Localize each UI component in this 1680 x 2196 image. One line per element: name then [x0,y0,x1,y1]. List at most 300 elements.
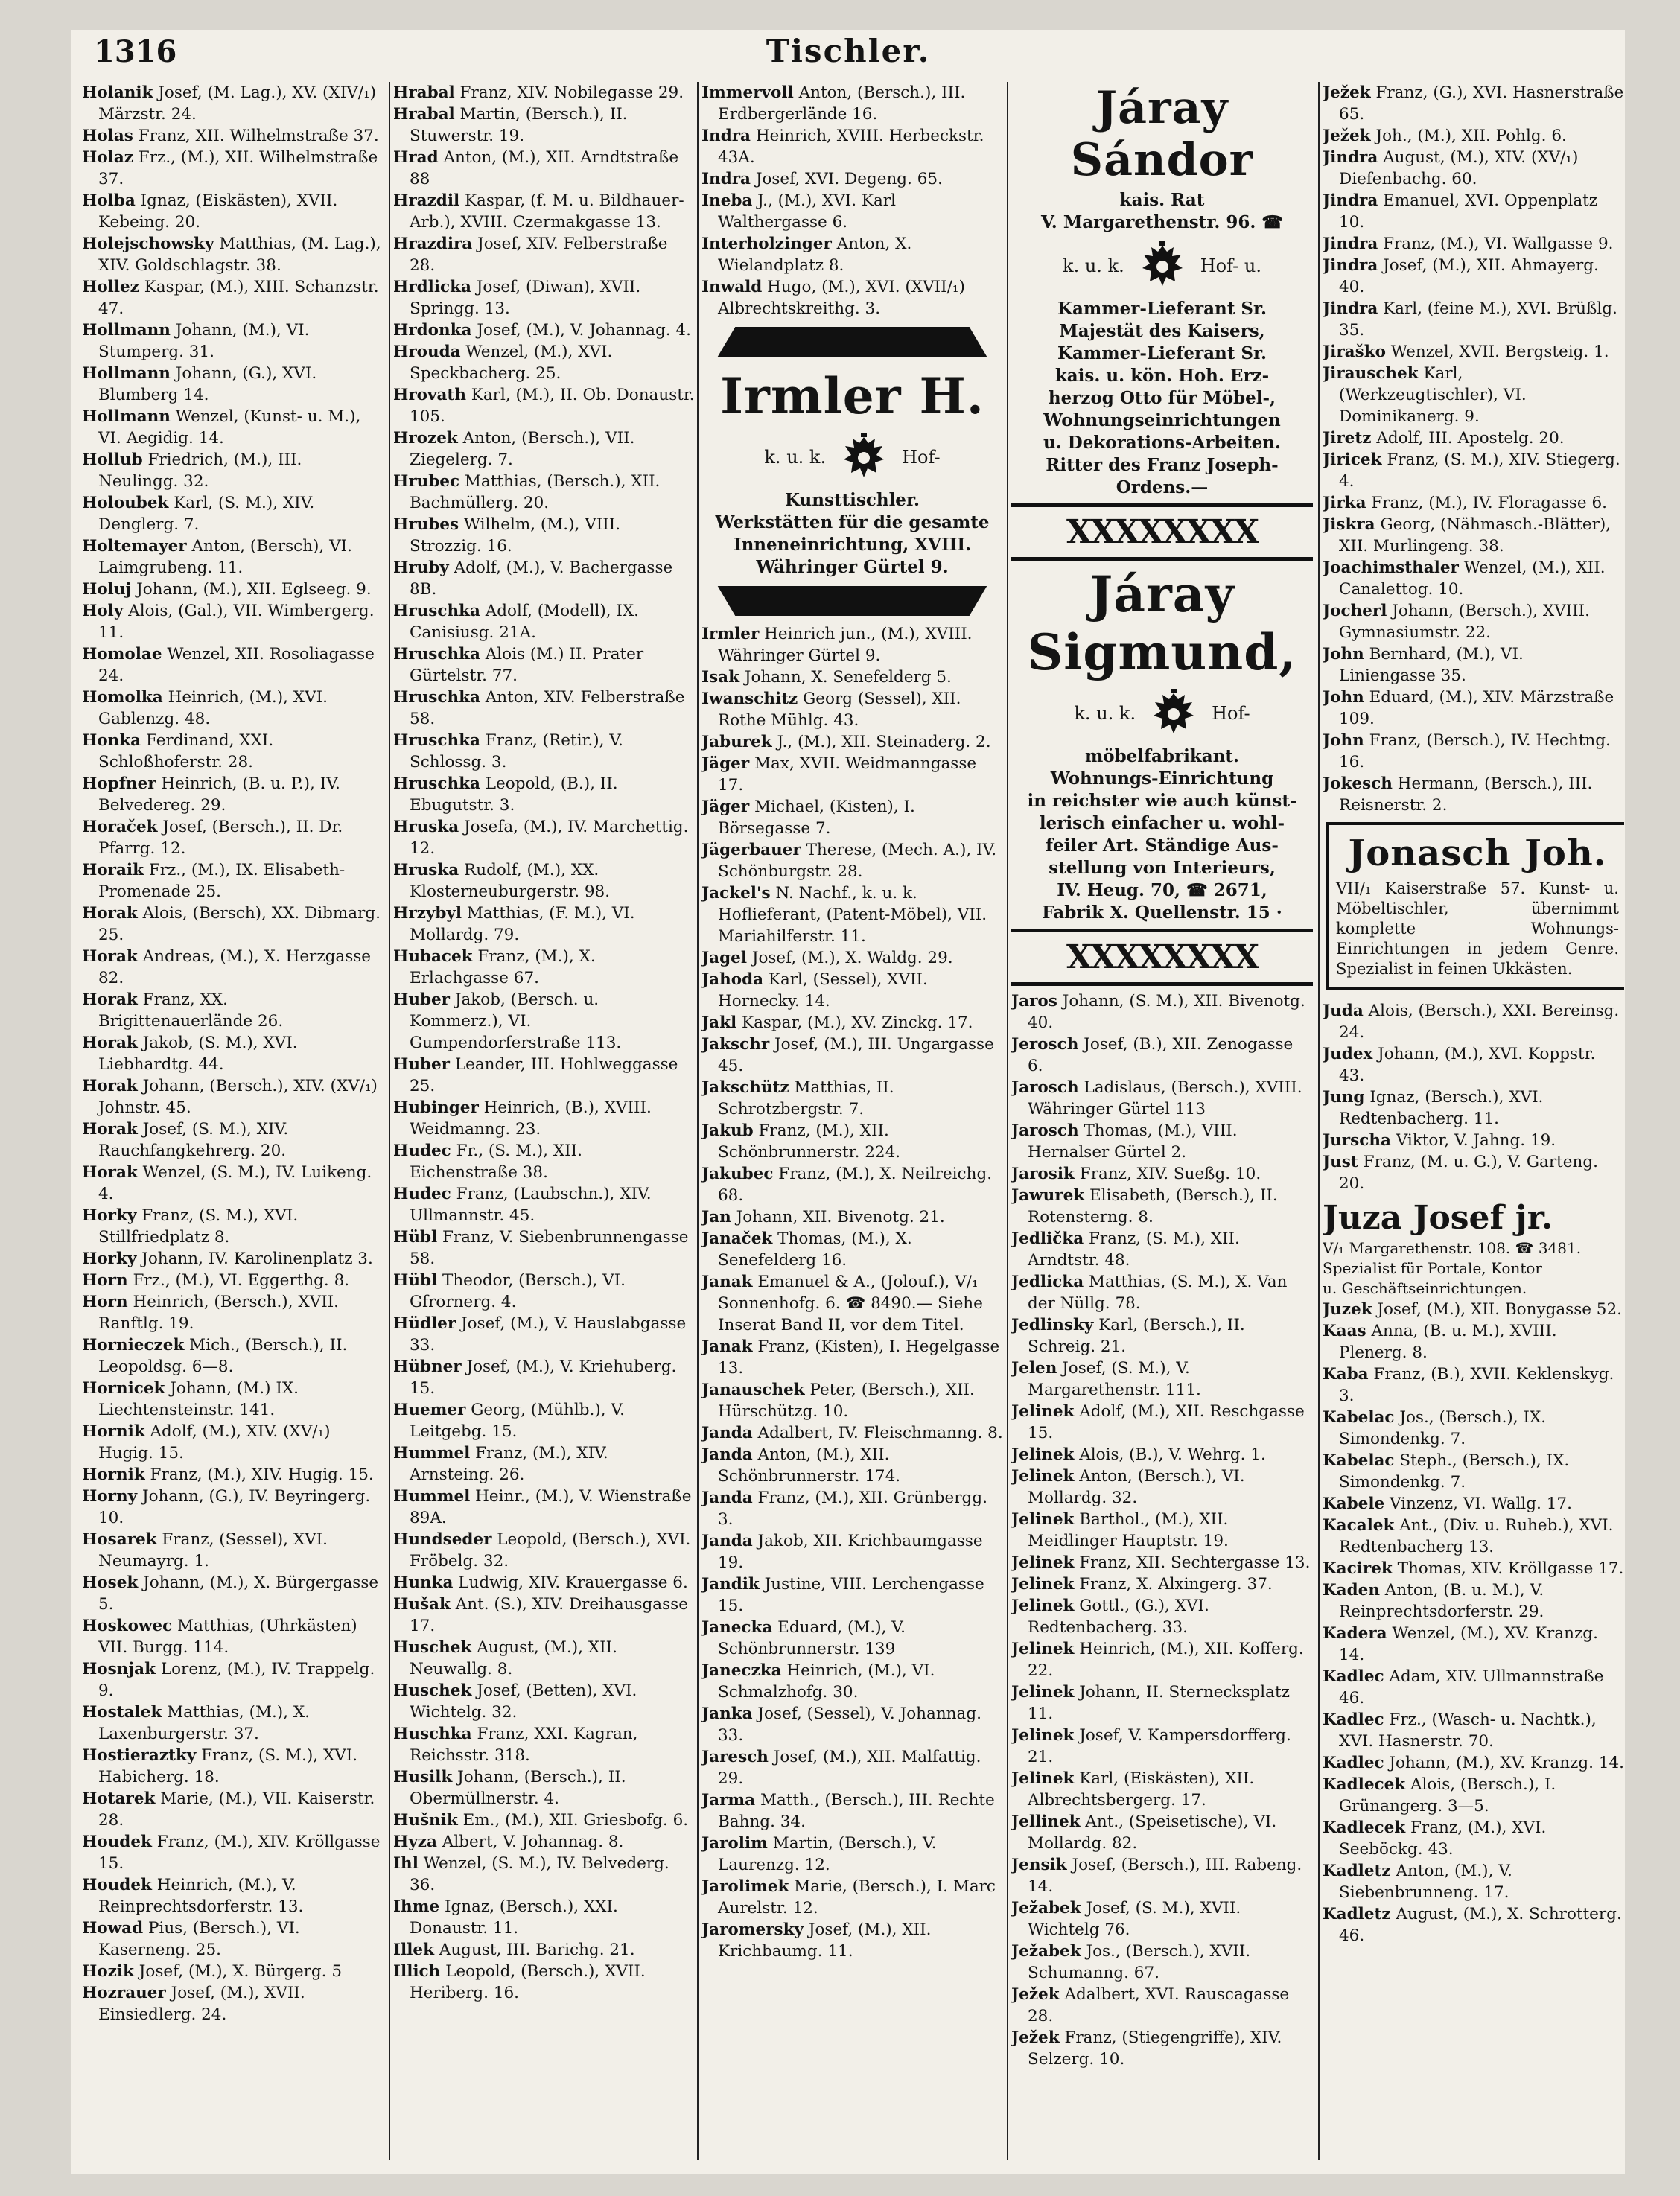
entry-name: Hrubec [393,472,460,491]
directory-entry [82,903,384,946]
entry-details: Heinrich, XVIII. Herbeckstr. 43A. [718,127,984,167]
entry-name: Jaresch [701,1748,769,1766]
directory-entry [1011,1768,1313,1811]
entry-name: Kabelac [1323,1408,1395,1427]
entry-details: Georg, (Mühlb.), V. Leitgebg. 15. [410,1401,626,1441]
entry-name: Jelinek [1011,1402,1075,1421]
directory-entry [82,125,384,147]
directory-entry [82,1421,384,1464]
entry-details: Franz, (Stiegengriffe), XIV. Selzerg. 10. [1028,2028,1282,2069]
ad-title: Járay [1089,565,1235,623]
directory-entry [1011,1271,1313,1314]
directory-entry [1011,1573,1313,1595]
entry-details: Josef, (Sessel), V. Johannag. 33. [718,1705,981,1745]
entry-name: Kaden [1323,1581,1380,1600]
entry-name: Husilk [393,1768,453,1786]
entry-details: Johann, IV. Karolinenplatz 3. [136,1250,373,1268]
entry-name: Hruschka [393,645,480,663]
entry-details: Josef, (Bersch.), III. Rabeng. 14. [1028,1856,1302,1896]
directory-entry [393,1594,695,1637]
entry-name: Interholzinger [701,235,832,253]
hof-label: Hof- u. [1200,255,1261,276]
entry-details: Leander, III. Hohlweggasse 25. [410,1055,678,1095]
entry-details: Georg (Sessel), XII. Rothe Mühlg. 43. [718,690,961,730]
entry-name: Janeczka [701,1661,782,1680]
directory-entry [1323,1130,1624,1151]
directory-entry [1011,1984,1313,2027]
entry-details: Martin, (Bersch.), V. Laurenzg. 12. [718,1834,937,1874]
entry-name: Horak [82,1163,138,1182]
entry-name: Ježek [1323,83,1371,102]
entry-details: Kaspar, (M.), XIII. Schanzstr. 47. [98,278,379,318]
directory-entry [1323,298,1624,341]
entry-details: Franz, X. Alxingerg. 37. [1074,1575,1273,1594]
hof-label: Hof- [902,447,941,468]
ad-line: V. Margarethenstr. 96. ☎ [1040,212,1284,232]
entry-details: Franz, XXI. Kagran, Reichsstr. 318. [410,1725,638,1765]
directory-entry [1323,773,1624,816]
directory-entry [82,1486,384,1529]
ad-line: Inneneinrichtung, XVIII. [733,535,972,555]
directory-entry [82,1032,384,1075]
entry-details: Heinrich jun., (M.), XVIII. Währinger Gürtel 9. [718,625,973,665]
directory-entry [393,384,695,427]
directory-entry [82,643,384,687]
entry-details: Heinrich, (B. u. P.), IV. Belvedereg. 29. [98,774,340,815]
entry-details: Heinrich, (M.), VI. Schmalzhofg. 30. [718,1661,935,1702]
directory-entry [701,82,1003,125]
ad-line: kais. u. kön. Hoh. Erz- [1054,366,1270,386]
entry-details: Frz., (M.), VI. Eggerthg. 8. [127,1271,350,1290]
directory-entry [1011,1444,1313,1465]
entry-name: Hrzybyl [393,904,462,923]
column-3 [701,82,1003,2160]
entry-list [1011,990,1313,2070]
entry-details: Franz, (M.), XII. Grünbergg. 3. [718,1489,987,1529]
directory-entry [1323,1817,1624,1860]
entry-details: Josef, (Bersch.), II. Dr. Pfarrg. 12. [98,818,343,858]
ad-line: V/₁ Margarethenstr. 108. ☎ 3481. [1323,1239,1582,1257]
entry-name: Jakubec [701,1165,774,1183]
entry-details: Franz, (M. u. G.), V. Garteng. 20. [1339,1153,1598,1193]
directory-entry [701,1271,1003,1336]
directory-entry [1323,1299,1624,1320]
directory-entry [1011,1120,1313,1163]
directory-entry [1323,643,1624,687]
entry-details: Adolf, III. Apostelg. 20. [1371,429,1565,448]
entry-details: Josef, (M.), XII. Malfattig. 29. [718,1748,981,1788]
entry-details: Alois, (Gal.), VII. Wimbergerg. 11. [98,602,375,642]
entry-details: Anton, X. Wielandplatz 8. [718,235,912,275]
entry-name: Immervoll [701,83,794,102]
directory-entry [393,1831,695,1853]
entry-details: J., (M.), XII. Steinaderg. 2. [771,733,991,751]
entry-name: Jarolim [701,1834,768,1853]
entry-name: Homolka [82,688,163,707]
entry-name: Hudec [393,1142,451,1160]
entry-details: Viktor, V. Jahng. 19. [1390,1131,1556,1150]
entry-details: Heinrich, (M.), V. Reinprechtsdorferstr. 13. [98,1876,304,1916]
entry-details: N. Nachf., k. u. k. Hoflieferant, (Patent-Möbel), VII. Mariahilferstr. 11. [718,884,987,946]
entry-details: Franz, (Kisten), I. Hegelgasse 13. [718,1337,1000,1378]
entry-details: Johann, (M.), X. Bürgergasse 5. [98,1573,379,1614]
entry-name: Janda [701,1532,753,1550]
entry-list [1323,82,1624,816]
entry-name: Holuj [82,580,132,599]
entry-name: Hollez [82,278,139,296]
entry-name: Holanik [82,83,153,102]
entry-details: Heinrich, (M.), XII. Kofferg. 22. [1028,1640,1304,1680]
entry-details: Eduard, (M.), V. Schönbrunnerstr. 139 [718,1618,906,1658]
entry-name: Ineba [701,191,753,210]
entry-details: Fr., (S. M.), XII. Eichenstraße 38. [410,1142,582,1182]
entry-name: Horaček [82,818,158,836]
directory-entry [701,1617,1003,1660]
entry-name: Jindra [1323,191,1378,210]
entry-details: Thomas, (M.), X. Senefelderg 16. [718,1229,912,1270]
entry-details: Marie, (Bersch.), I. Marc Aurelstr. 12. [718,1877,996,1917]
directory-entry [701,1163,1003,1206]
ad-line: Wohnungseinrichtungen [1043,410,1281,430]
entry-name: Hruschka [393,688,480,707]
entry-name: Inwald [701,278,763,296]
entry-details: Adolf, (M.), XII. Reschgasse 15. [1028,1402,1305,1442]
entry-details: Matth., (Bersch.), III. Rechte Bahng. 34. [718,1791,995,1831]
directory-entry [1011,1897,1313,1941]
entry-name: Irmler [701,625,760,643]
entry-details: Georg, (Nähmasch.-Blätter), XII. Murlingeng. 38. [1339,515,1611,556]
directory-entry [393,946,695,989]
entry-details: Wilhelm, (M.), VIII. Strozzig. 16. [410,515,621,556]
entry-details: Josef, (M.), V. Hauslabgasse 33. [410,1314,687,1355]
entry-name: Jurscha [1323,1131,1391,1150]
entry-details: Vinzenz, VI. Wallg. 17. [1384,1495,1572,1513]
directory-entry [701,1444,1003,1487]
directory-entry [393,1183,695,1226]
entry-details: Karl, (Werkzeugtischler), VI. Dominikanerg. 9. [1339,364,1527,426]
entry-details: Matthias, (F. M.), VI. Mollardg. 79. [410,904,635,944]
entry-details: Alois, (Bersch.), XXI. Bereinsg. 24. [1339,1002,1620,1042]
entry-details: Jos., (Bersch.), IX. Simondenkg. 7. [1339,1408,1547,1448]
directory-entry [1323,125,1624,147]
directory-entry [701,947,1003,969]
entry-details: Johann, (M.), XVI. Koppstr. 43. [1339,1045,1596,1085]
ad-line: stellung von Interieurs, [1049,858,1276,878]
entry-name: Hornik [82,1422,145,1441]
ad-line: u. Geschäftseinrichtungen. [1323,1279,1527,1297]
entry-details: Heinrich, (M.), XVI. Gablenzg. 48. [98,688,328,728]
directory-entry [82,363,384,406]
directory-entry [393,319,695,341]
entry-name: Iwanschitz [701,690,798,708]
directory-entry [701,1012,1003,1034]
entry-details: August, (M.), XII. Neuwallg. 8. [410,1638,617,1678]
entry-name: Ježek [1011,2028,1060,2047]
entry-details: Franz, (M.), XIV. Hugig. 15. [144,1465,374,1484]
entry-name: Horak [82,947,138,966]
entry-details: Friedrich, (M.), III. Neulingg. 32. [98,451,302,491]
entry-details: Franz, (M.), X. Erlachgasse 67. [410,947,596,987]
entry-name: Hruschka [393,602,480,620]
ad-title: Jonasch Joh. [1348,833,1607,874]
directory-entry [701,623,1003,666]
entry-details: Anton, (Bersch), VI. Laimgrubeng. 11. [98,537,352,577]
entry-name: Honka [82,731,141,750]
ad-line: Fabrik X. Quellenstr. 15 · [1042,903,1282,923]
directory-entry [1011,1854,1313,1897]
entry-name: Jiraško [1323,343,1386,361]
entry-details: Therese, (Mech. A.), IV. Schönburgstr. 28. [718,841,997,881]
entry-name: Huemer [393,1401,466,1419]
entry-name: Jahoda [701,970,764,989]
entry-name: Kadlec [1323,1710,1384,1729]
entry-name: Hornicek [82,1379,165,1398]
directory-entry [1323,1363,1624,1407]
directory-entry [1011,1638,1313,1681]
ad-title: Járay Sándor [1070,82,1254,186]
directory-entry [82,773,384,816]
directory-entry [393,1680,695,1723]
directory-entry [701,1703,1003,1746]
entry-details: Kaspar, (M.), XV. Zinckg. 17. [736,1013,973,1032]
entry-name: Horaik [82,861,144,879]
directory-entry [82,989,384,1032]
entry-details: Franz, (M.), X. Neilreichg. 68. [718,1165,993,1205]
directory-entry [1011,1034,1313,1077]
entry-name: Jindra [1323,256,1378,275]
ad-line: möbelfabrikant. [1084,746,1240,766]
entry-name: Ihme [393,1897,440,1916]
entry-details: August, (M.), X. Schrotterg. 46. [1339,1905,1622,1945]
column-rule [1318,82,1320,2160]
entry-details: Josefa, (M.), IV. Marchettig. 12. [410,818,689,858]
entry-details: Anton, (M.), XII. Schönbrunnerstr. 174. [718,1445,901,1486]
directory-entry [393,427,695,471]
entry-name: Kabelac [1323,1451,1395,1470]
entry-details: Johann, (M.), VI. Stumperg. 31. [98,321,310,361]
entry-name: Jawurek [1011,1186,1085,1205]
entry-name: Janecka [701,1618,773,1637]
entry-details: Alois (M.) II. Prater Gürtelstr. 77. [410,645,644,685]
entry-name: Kadera [1323,1624,1387,1643]
entry-name: Huber [393,990,450,1009]
entry-name: Jaros [1011,992,1057,1011]
directory-entry [393,1313,695,1356]
entry-details: Matthias, (S. M.), X. Van der Nüllg. 78. [1028,1273,1288,1313]
ornament-bar: XXXXXXXX [1066,513,1259,551]
directory-entry [1011,1358,1313,1401]
kuk-label: k. u. k. [764,447,827,468]
entry-list [1323,1299,1624,1947]
entry-details: Josef, XVI. Degeng. 65. [750,170,943,188]
entry-name: Horak [82,990,138,1009]
directory-entry [393,1097,695,1140]
entry-name: Indra [701,127,751,145]
entry-details: Andreas, (M.), X. Herzgasse 82. [98,947,372,987]
entry-name: Kadlec [1323,1667,1384,1686]
entry-name: Hosarek [82,1530,157,1549]
directory-entry [393,341,695,384]
directory-page [71,30,1625,2174]
entry-name: Hundseder [393,1530,492,1549]
entry-details: Johann, (M.), XV. Kranzg. 14. [1384,1754,1624,1772]
entry-name: Hruby [393,558,449,577]
entry-name: Just [1323,1153,1358,1171]
entry-name: Ježek [1323,127,1371,145]
ad-line: Majestät des Kaisers, [1059,321,1265,341]
entry-name: Hosek [82,1573,139,1592]
entry-name: Jerosch [1011,1035,1079,1054]
entry-name: Horak [82,904,138,923]
entry-name: Huschek [393,1638,472,1657]
directory-entry [1011,1681,1313,1725]
entry-details: Jos., (Bersch.), XVII. Schumanng. 67. [1028,1942,1251,1982]
entry-details: Josef, (M.), V. Kriehuberg. 15. [410,1358,677,1398]
entry-details: Franz, (M.), XIV. Kröllgasse 15. [98,1833,381,1873]
directory-entry [82,1291,384,1334]
entry-details: Kaspar, (f. M. u. Bildhauer-Arb.), XVIII. Czermakgasse 13. [410,191,684,232]
directory-entry [82,1248,384,1270]
entry-details: Mich., (Bersch.), II. Leopoldsg. 6—8. [98,1336,348,1376]
directory-entry [82,816,384,859]
directory-entry [1323,1515,1624,1558]
entry-details: Matthias, (M.), X. Laxenburgerstr. 37. [98,1703,310,1743]
entry-name: Jarosch [1011,1078,1079,1097]
entry-name: Jelinek [1011,1726,1075,1745]
entry-details: Ludwig, XIV. Krauergasse 6. [453,1573,688,1592]
entry-name: Kadletz [1323,1905,1391,1923]
entry-name: Hollmann [82,321,171,340]
entry-name: Kaas [1323,1322,1366,1340]
entry-name: Juda [1323,1002,1364,1020]
directory-entry [82,1961,384,1982]
entry-details: Josef, (M.), XII. Krichbaumg. 11. [718,1920,932,1961]
directory-entry [1323,147,1624,190]
entry-list [701,623,1003,1962]
entry-name: John [1323,645,1364,663]
directory-entry [393,687,695,730]
entry-name: Jirka [1323,494,1366,512]
entry-name: Jelinek [1011,1683,1075,1702]
entry-name: Janak [701,1337,753,1356]
directory-entry [701,1077,1003,1120]
entry-details: Frz., (Wasch- u. Nachtk.), XVI. Hasnerstr. 70. [1339,1710,1597,1751]
entry-details: Barthol., (M.), XII. Meidlinger Hauptstr. 19. [1028,1510,1229,1550]
directory-entry [82,1270,384,1291]
entry-details: Frz., (M.), XII. Wilhelmstraße 37. [98,148,378,188]
directory-entry [1323,1709,1624,1752]
entry-details: Justine, VIII. Lerchengasse 15. [718,1575,984,1615]
entry-details: Franz, XX. Brigittenauerlände 26. [98,990,284,1031]
entry-name: Horny [82,1487,138,1506]
entry-name: Jakl [701,1013,737,1032]
entry-name: Jelen [1011,1359,1057,1378]
directory-entry [82,579,384,600]
entry-name: Hotarek [82,1789,156,1808]
directory-entry [1323,427,1624,449]
directory-entry [393,1853,695,1896]
entry-details: Karl, (M.), II. Ob. Donaustr. 105. [410,386,695,426]
double-eagle-crest-icon [1148,687,1200,739]
directory-entry [1323,82,1624,125]
entry-details: Johann, (M.) IX. Liechtensteinstr. 141. [98,1379,299,1419]
irmler-advertisement [701,327,1003,616]
entry-name: Jiricek [1323,451,1382,469]
entry-details: Johann, (Bersch.), II. Obermüllnerstr. 4. [410,1768,626,1808]
directory-entry [1011,1509,1313,1552]
entry-name: Hruschka [393,731,480,750]
entry-name: Jiretz [1323,429,1372,448]
entry-details: Frz., (M.), IX. Elisabeth-Promenade 25. [98,861,346,901]
entry-details: Elisabeth, (Bersch.), II. Rotensterng. 8. [1028,1186,1278,1226]
directory-entry [701,731,1003,753]
directory-entry [1323,1320,1624,1363]
directory-entry [82,449,384,492]
entry-name: Jarosch [1011,1121,1079,1140]
entry-details: Michael, (Kisten), I. Börsegasse 7. [718,798,915,838]
entry-details: Adolf, (M.), XIV. (XV/₁) Hugig. 15. [98,1422,331,1463]
entry-name: Janaček [701,1229,773,1248]
ad-line: IV. Heug. 70, ☎ 2671, [1057,880,1267,900]
entry-name: Jelinek [1011,1467,1075,1486]
entry-name: Hušak [393,1595,451,1614]
directory-entry [393,147,695,190]
directory-entry [393,190,695,233]
entry-details: Ignaz, (Bersch.), XXI. Donaustr. 11. [410,1897,618,1938]
column-1 [82,82,384,2160]
directory-entry [82,1658,384,1702]
entry-details: Lorenz, (M.), IV. Trappelg. 9. [98,1660,375,1700]
entry-details: Josef, (S. M.), XVII. Wichtelg 76. [1028,1899,1241,1939]
entry-details: Anton, (Bersch.), VII. Ziegelerg. 7. [410,429,635,469]
entry-name: Juzek [1323,1300,1372,1319]
entry-name: Illich [393,1962,441,1981]
crest-row [1011,240,1313,292]
directory-entry [1011,1185,1313,1228]
entry-name: Ježabek [1011,1942,1081,1961]
ad-line: kais. Rat [1119,190,1205,210]
kuk-label: k. u. k. [1063,255,1124,276]
entry-name: Jindra [1323,148,1378,167]
entry-name: Kacirek [1323,1559,1393,1578]
directory-entry [82,1529,384,1572]
entry-name: Jedlinsky [1011,1316,1094,1334]
entry-name: Jung [1323,1088,1365,1107]
entry-details: Jakob, (Bersch. u. Kommerz.), VI. Gumpendorferstraße 113. [410,990,622,1052]
ad-line: Kammer-Lieferant Sr. [1057,343,1267,363]
directory-entry [1323,190,1624,233]
entry-details: Hugo, (M.), XVI. (XVII/₁) Albrechtskreithg. 3. [718,278,965,318]
entry-name: Hrubes [393,515,459,534]
entry-name: Janak [701,1273,753,1291]
entry-name: Hruska [393,861,459,879]
entry-name: Janda [701,1424,753,1442]
entry-name: Kadlecek [1323,1775,1406,1794]
directory-entry [701,1746,1003,1789]
entry-name: Holaz [82,148,133,167]
column-rule [697,82,699,2160]
entry-details: Wenzel, (M.), XII. Canalettog. 10. [1339,558,1606,599]
column-5 [1323,82,1624,2160]
entry-name: Horn [82,1271,128,1290]
entry-name: Horn [82,1293,128,1311]
entry-name: Jelinek [1011,1553,1075,1572]
directory-entry [1323,1860,1624,1903]
column-rule [1007,82,1008,2160]
entry-list [701,82,1003,319]
directory-entry [1011,1941,1313,1984]
directory-entry [701,1120,1003,1163]
